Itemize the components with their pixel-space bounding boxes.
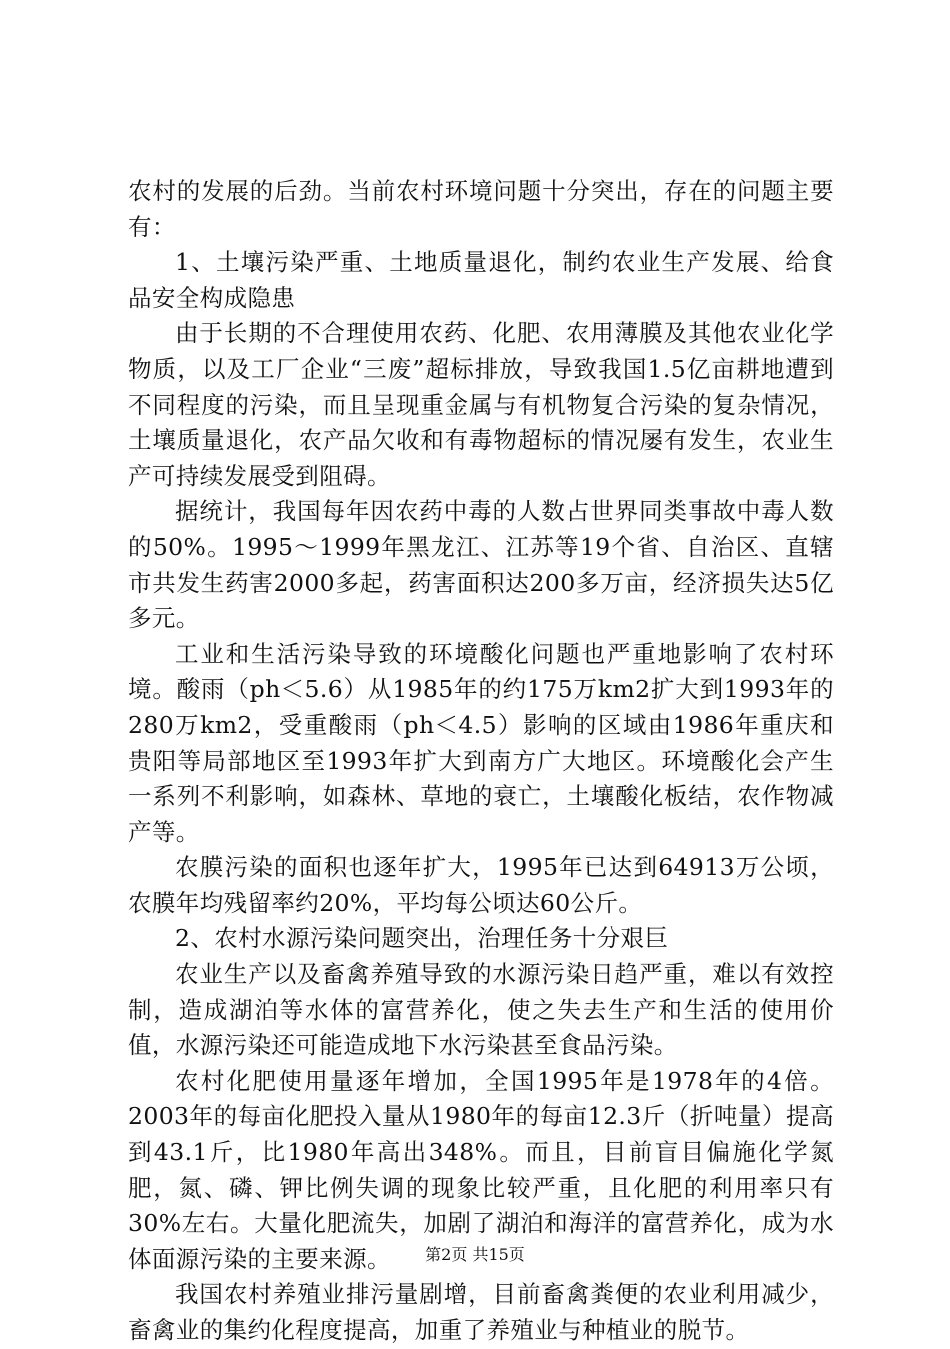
paragraph-water-pollution: 农业生产以及畜禽养殖导致的水源污染日趋严重，难以有效控制，造成湖泊等水体的富营养化，使之失去生产和生活的使用价值，水源污染还可能造成地下水污染甚至食品污染。: [128, 960, 834, 1060]
document-body: [128, 174, 834, 1349]
paragraph-soil-pollution: 由于长期的不合理使用农药、化肥、农用薄膜及其他农业化学物质，以及工厂企业“三废”超标排放，导致我国1.5亿亩耕地遭到不同程度的污染，而且呈现重金属与有机物复合污染的复杂情况，土壤质量退化，农产品欠收和有毒物超标的情况屡有发生，农业生产可持续发展受到阻碍。: [128, 319, 834, 490]
section-heading-soil: 1、土壤污染严重、土地质量退化，制约农业生产发展、给食品安全构成隐患: [128, 248, 834, 312]
paragraph-fertilizer: 农村化肥使用量逐年增加，全国1995年是1978年的4倍。2003年的每亩化肥投入量从1980年的每亩12.3斤（折吨量）提高到43.1斤，比1980年高出348%。而且，目前盲目偏施化学氮肥，氮、磷、钾比例失调的现象比较严重，且化肥的利用率只有30%左右。大量化肥流失，加剧了湖泊和海洋的富营养化，成为水体面源污染的主要来源。: [128, 1066, 834, 1273]
section-heading-water: 2、农村水源污染问题突出，治理任务十分艰巨: [175, 924, 669, 953]
page-footer: 第2页 共15页: [425, 1245, 525, 1264]
paragraph-intro: 农村的发展的后劲。当前农村环境问题十分突出，存在的问题主要有：: [128, 177, 834, 241]
paragraph-plastic-film: 农膜污染的面积也逐年扩大，1995年已达到64913万公顷，农膜年均残留率约20%，平均每公顷达60公斤。: [128, 853, 834, 917]
paragraph-pesticide-statistics: 据统计，我国每年因农药中毒的人数占世界同类事故中毒人数的50%。1995～1999年黑龙江、江苏等19个省、自治区、直辖市共发生药害2000多起，药害面积达200多万亩，经济损失达5亿多元。: [128, 497, 834, 633]
paragraph-acid-rain: 工业和生活污染导致的环境酸化问题也严重地影响了农村环境。酸雨（ph＜5.6）从1985年的约175万km2扩大到1993年的280万km2，受重酸雨（ph＜4.5）影响的区域由1986年重庆和贵阳等局部地区至1993年扩大到南方广大地区。环境酸化会产生一系列不利影响，如森林、草地的衰亡，土壤酸化板结，农作物减产等。: [128, 639, 834, 846]
paragraph-livestock: 我国农村养殖业排污量剧增，目前畜禽粪便的农业利用减少，畜禽业的集约化程度提高，加重了养殖业与种植业的脱节。: [128, 1280, 834, 1344]
